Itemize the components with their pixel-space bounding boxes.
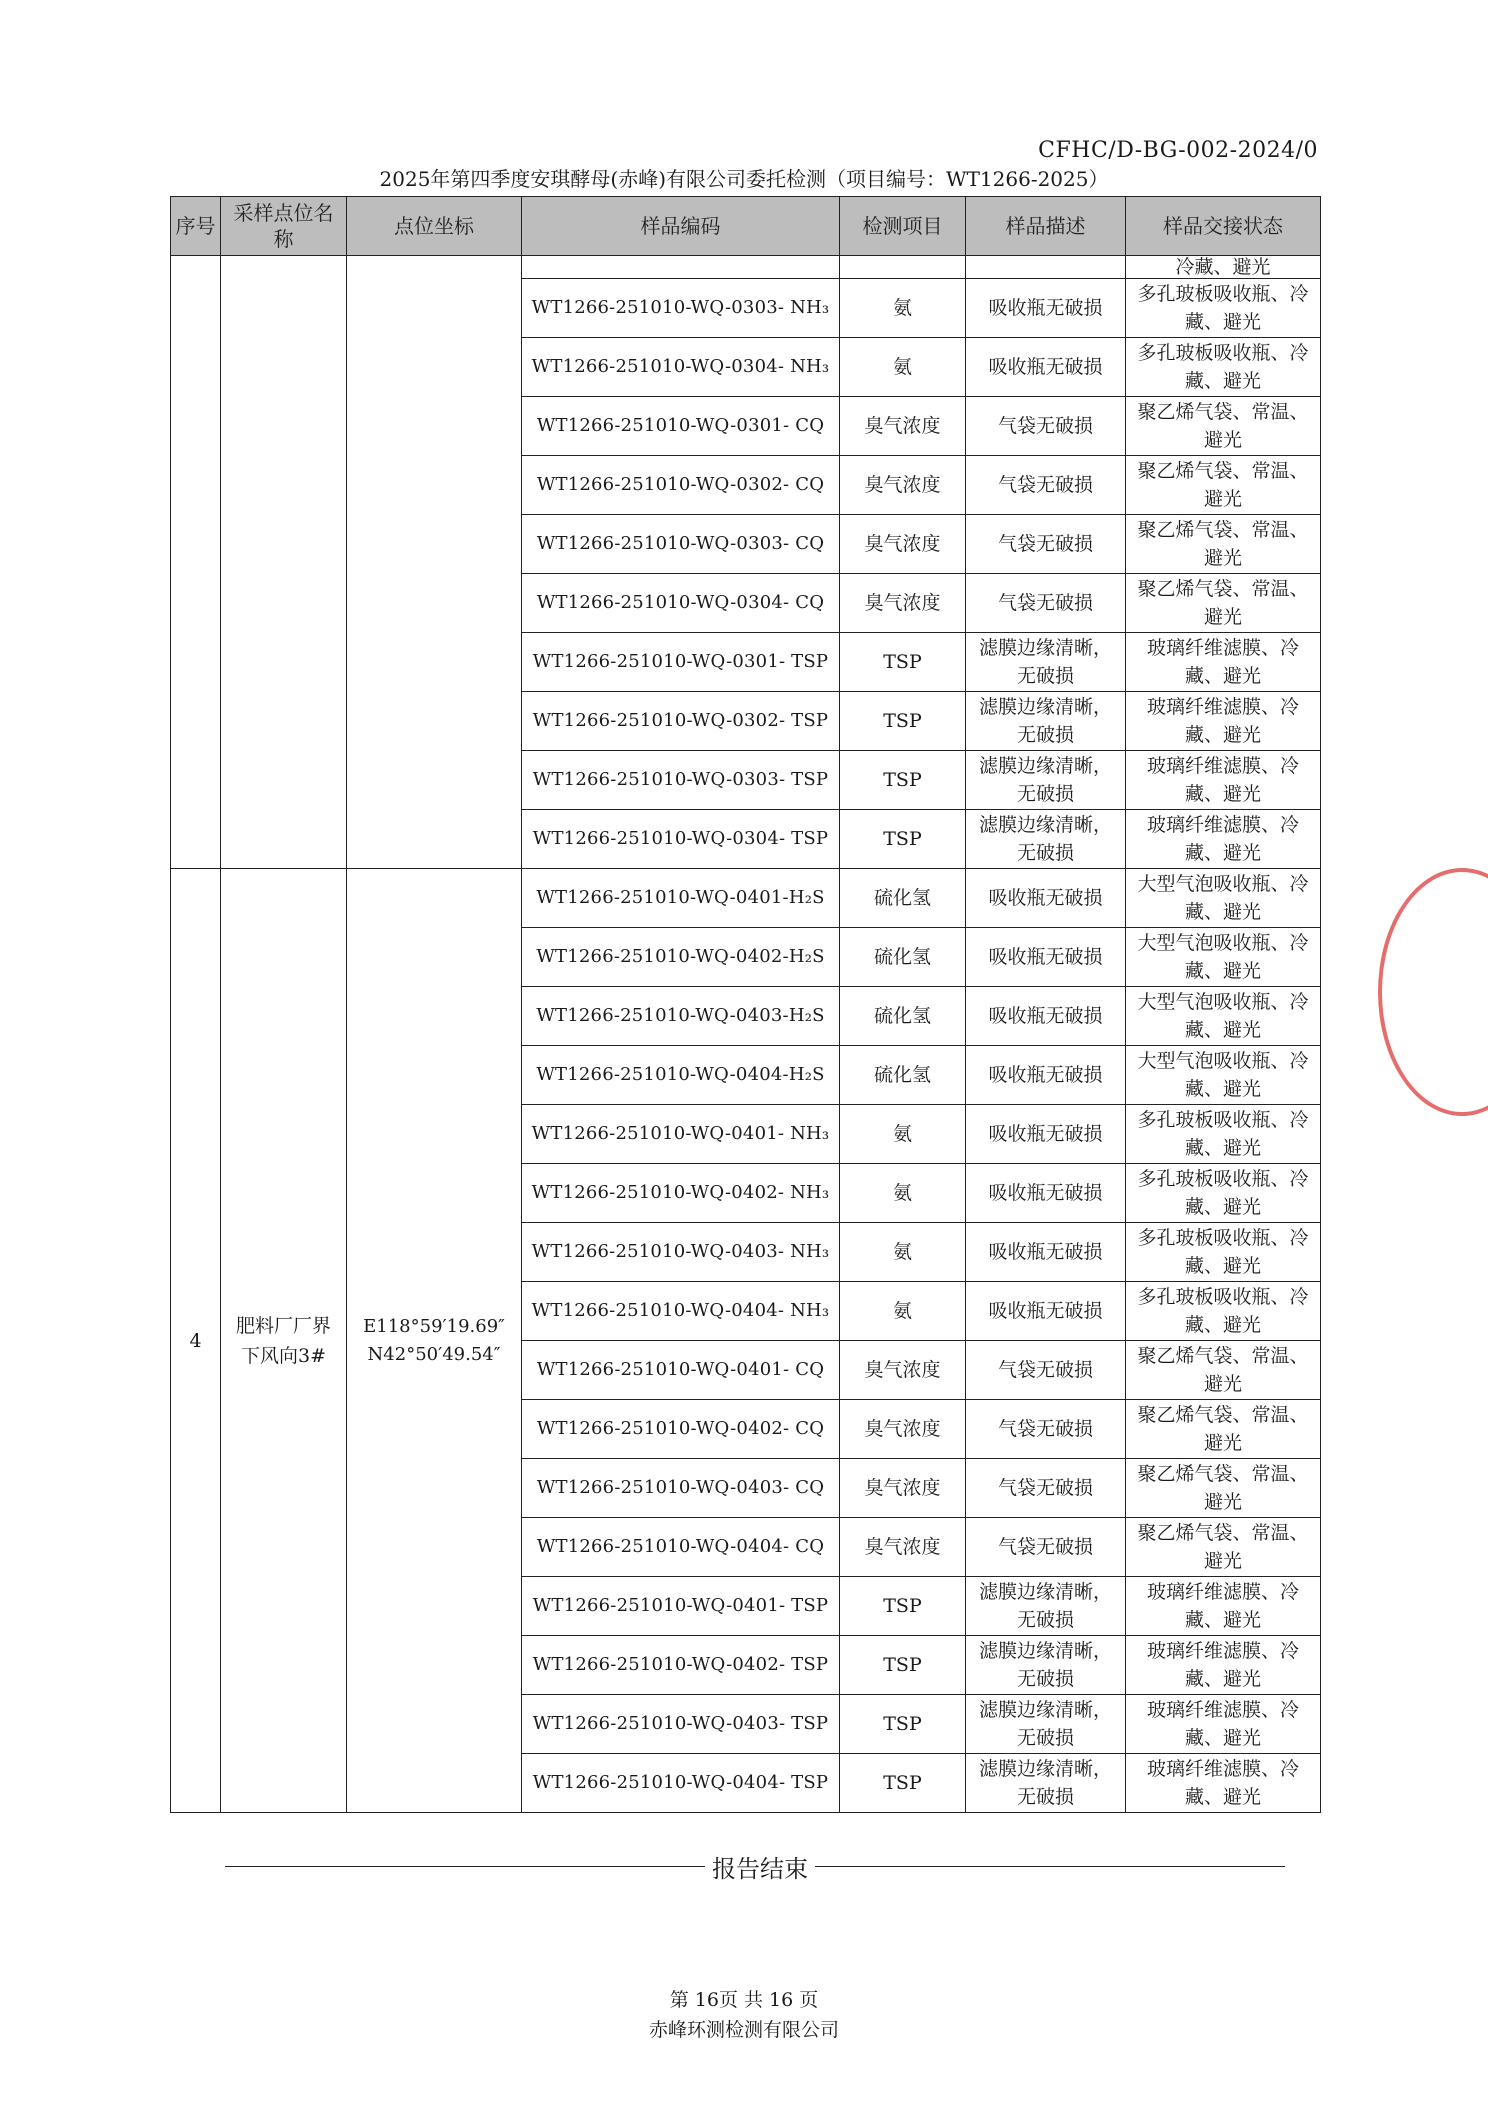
test-item-cell: TSP xyxy=(840,810,966,869)
place-cell xyxy=(221,256,347,869)
sample-code-cell: WT1266-251010-WQ-0404-H₂S xyxy=(522,1046,840,1105)
storage-cell: 多孔玻板吸收瓶、冷藏、避光 xyxy=(1126,338,1321,397)
storage-cell: 聚乙烯气袋、常温、避光 xyxy=(1126,1459,1321,1518)
company-seal xyxy=(1378,868,1488,1116)
test-item-cell: TSP xyxy=(840,1577,966,1636)
storage-cell: 玻璃纤维滤膜、冷藏、避光 xyxy=(1126,633,1321,692)
col-header-coord: 点位坐标 xyxy=(347,197,522,256)
sample-code-cell: WT1266-251010-WQ-0304- TSP xyxy=(522,810,840,869)
table-row xyxy=(171,869,1321,928)
sample-code-cell: WT1266-251010-WQ-0404- CQ xyxy=(522,1518,840,1577)
sample-desc-cell: 气袋无破损 xyxy=(966,574,1126,633)
test-item-cell: 硫化氢 xyxy=(840,987,966,1046)
storage-cell: 大型气泡吸收瓶、冷藏、避光 xyxy=(1126,928,1321,987)
sample-desc-cell: 吸收瓶无破损 xyxy=(966,279,1126,338)
storage-cell: 玻璃纤维滤膜、冷藏、避光 xyxy=(1126,1577,1321,1636)
sample-code-cell: WT1266-251010-WQ-0402- NH₃ xyxy=(522,1164,840,1223)
test-item-cell: 臭气浓度 xyxy=(840,1459,966,1518)
sample-desc-cell: 滤膜边缘清晰，无破损 xyxy=(966,810,1126,869)
sample-desc-cell: 吸收瓶无破损 xyxy=(966,869,1126,928)
place-cell: 肥料厂厂界下风向3# xyxy=(221,869,347,1813)
storage-cell: 大型气泡吸收瓶、冷藏、避光 xyxy=(1126,987,1321,1046)
end-rule-right xyxy=(815,1866,1285,1867)
sample-code-cell: WT1266-251010-WQ-0301- TSP xyxy=(522,633,840,692)
test-item-cell: 臭气浓度 xyxy=(840,1518,966,1577)
storage-cell: 聚乙烯气袋、常温、避光 xyxy=(1126,1341,1321,1400)
sample-desc-cell: 滤膜边缘清晰，无破损 xyxy=(966,751,1126,810)
sample-desc-cell: 气袋无破损 xyxy=(966,1518,1126,1577)
sample-code-cell: WT1266-251010-WQ-0402-H₂S xyxy=(522,928,840,987)
sample-desc-cell: 气袋无破损 xyxy=(966,456,1126,515)
test-item-cell: 臭气浓度 xyxy=(840,574,966,633)
storage-cell: 聚乙烯气袋、常温、避光 xyxy=(1126,574,1321,633)
test-item-cell: 氨 xyxy=(840,279,966,338)
report-end-label: 报告结束 xyxy=(712,1855,808,1883)
storage-cell: 玻璃纤维滤膜、冷藏、避光 xyxy=(1126,692,1321,751)
storage-cell: 玻璃纤维滤膜、冷藏、避光 xyxy=(1126,810,1321,869)
sample-code-cell: WT1266-251010-WQ-0304- CQ xyxy=(522,574,840,633)
storage-cell: 聚乙烯气袋、常温、避光 xyxy=(1126,1518,1321,1577)
storage-cell: 玻璃纤维滤膜、冷藏、避光 xyxy=(1126,1754,1321,1813)
sample-desc-cell: 滤膜边缘清晰，无破损 xyxy=(966,1754,1126,1813)
test-item-cell: 氨 xyxy=(840,338,966,397)
storage-cell: 玻璃纤维滤膜、冷藏、避光 xyxy=(1126,751,1321,810)
col-header-item: 检测项目 xyxy=(840,197,966,256)
test-item-cell: 硫化氢 xyxy=(840,869,966,928)
storage-cell: 多孔玻板吸收瓶、冷藏、避光 xyxy=(1126,1282,1321,1341)
table-body xyxy=(171,256,1321,1813)
sample-code-cell: WT1266-251010-WQ-0302- TSP xyxy=(522,692,840,751)
desc-cell xyxy=(966,256,1126,279)
seq-cell: 4 xyxy=(171,869,221,1813)
sample-code-cell: WT1266-251010-WQ-0401- TSP xyxy=(522,1577,840,1636)
col-header-code: 样品编码 xyxy=(522,197,840,256)
sample-desc-cell: 吸收瓶无破损 xyxy=(966,928,1126,987)
test-item-cell: TSP xyxy=(840,1695,966,1754)
storage-cell: 聚乙烯气袋、常温、避光 xyxy=(1126,515,1321,574)
storage-cell: 多孔玻板吸收瓶、冷藏、避光 xyxy=(1126,279,1321,338)
company-name: 赤峰环测检测有限公司 xyxy=(648,2019,839,2041)
sample-desc-cell: 滤膜边缘清晰，无破损 xyxy=(966,1577,1126,1636)
document-title: 2025年第四季度安琪酵母(赤峰)有限公司委托检测（项目编号：WT1266-2025） xyxy=(379,167,1109,191)
sample-code-cell: WT1266-251010-WQ-0401- NH₃ xyxy=(522,1105,840,1164)
storage-cell: 多孔玻板吸收瓶、冷藏、避光 xyxy=(1126,1105,1321,1164)
sample-desc-cell: 气袋无破损 xyxy=(966,397,1126,456)
page-footer xyxy=(0,1985,1488,2045)
sample-desc-cell: 气袋无破损 xyxy=(966,1341,1126,1400)
test-item-cell: TSP xyxy=(840,692,966,751)
sample-code-cell: WT1266-251010-WQ-0403- TSP xyxy=(522,1695,840,1754)
sample-code-cell: WT1266-251010-WQ-0404- NH₃ xyxy=(522,1282,840,1341)
table-header-row xyxy=(171,197,1321,256)
sample-desc-cell: 气袋无破损 xyxy=(966,515,1126,574)
coord-east: E118°59′19.69″ xyxy=(363,1315,505,1337)
sample-code-cell: WT1266-251010-WQ-0304- NH₃ xyxy=(522,338,840,397)
sample-code-cell: WT1266-251010-WQ-0402- CQ xyxy=(522,1400,840,1459)
code-cell xyxy=(522,256,840,279)
sample-desc-cell: 吸收瓶无破损 xyxy=(966,1282,1126,1341)
col-header-place: 采样点位名称 xyxy=(221,197,347,256)
test-item-cell: 臭气浓度 xyxy=(840,456,966,515)
sample-code-cell: WT1266-251010-WQ-0402- TSP xyxy=(522,1636,840,1695)
storage-cell: 多孔玻板吸收瓶、冷藏、避光 xyxy=(1126,1223,1321,1282)
test-item-cell: 氨 xyxy=(840,1164,966,1223)
page-number: 第 16页 共 16 页 xyxy=(669,1989,819,2011)
test-item-cell: 臭气浓度 xyxy=(840,1400,966,1459)
sample-code-cell: WT1266-251010-WQ-0302- CQ xyxy=(522,456,840,515)
storage-cell: 聚乙烯气袋、常温、避光 xyxy=(1126,397,1321,456)
storage-cell: 多孔玻板吸收瓶、冷藏、避光 xyxy=(1126,1164,1321,1223)
sample-code-cell: WT1266-251010-WQ-0303- NH₃ xyxy=(522,279,840,338)
col-header-seq: 序号 xyxy=(171,197,221,256)
storage-cell: 聚乙烯气袋、常温、避光 xyxy=(1126,456,1321,515)
sample-desc-cell: 滤膜边缘清晰，无破损 xyxy=(966,1695,1126,1754)
test-item-cell: TSP xyxy=(840,633,966,692)
sample-desc-cell: 吸收瓶无破损 xyxy=(966,1046,1126,1105)
col-header-desc: 样品描述 xyxy=(966,197,1126,256)
sample-code-cell: WT1266-251010-WQ-0403- NH₃ xyxy=(522,1223,840,1282)
sample-desc-cell: 滤膜边缘清晰，无破损 xyxy=(966,633,1126,692)
coord-cell xyxy=(347,256,522,869)
sample-desc-cell: 吸收瓶无破损 xyxy=(966,1164,1126,1223)
test-item-cell: 臭气浓度 xyxy=(840,1341,966,1400)
storage-cell: 玻璃纤维滤膜、冷藏、避光 xyxy=(1126,1636,1321,1695)
coord-north: N42°50′49.54″ xyxy=(367,1343,501,1365)
item-cell xyxy=(840,256,966,279)
test-item-cell: TSP xyxy=(840,1754,966,1813)
sample-desc-cell: 滤膜边缘清晰，无破损 xyxy=(966,1636,1126,1695)
test-item-cell: 氨 xyxy=(840,1223,966,1282)
sample-desc-cell: 气袋无破损 xyxy=(966,1459,1126,1518)
test-item-cell: TSP xyxy=(840,751,966,810)
storage-cell: 玻璃纤维滤膜、冷藏、避光 xyxy=(1126,1695,1321,1754)
test-item-cell: 氨 xyxy=(840,1105,966,1164)
test-item-cell: TSP xyxy=(840,1636,966,1695)
sample-desc-cell: 吸收瓶无破损 xyxy=(966,987,1126,1046)
end-rule-left xyxy=(225,1866,705,1867)
sample-desc-cell: 滤膜边缘清晰，无破损 xyxy=(966,692,1126,751)
storage-cell: 大型气泡吸收瓶、冷藏、避光 xyxy=(1126,1046,1321,1105)
test-item-cell: 氨 xyxy=(840,1282,966,1341)
sample-code-cell: WT1266-251010-WQ-0401- CQ xyxy=(522,1341,840,1400)
sample-desc-cell: 吸收瓶无破损 xyxy=(966,338,1126,397)
sample-desc-cell: 吸收瓶无破损 xyxy=(966,1105,1126,1164)
table-row-continued xyxy=(171,256,1321,279)
sample-desc-cell: 气袋无破损 xyxy=(966,1400,1126,1459)
sample-code-cell: WT1266-251010-WQ-0301- CQ xyxy=(522,397,840,456)
sample-code-cell: WT1266-251010-WQ-0303- CQ xyxy=(522,515,840,574)
sample-code-cell: WT1266-251010-WQ-0403- CQ xyxy=(522,1459,840,1518)
col-header-storage: 样品交接状态 xyxy=(1126,197,1321,256)
sample-code-cell: WT1266-251010-WQ-0401-H₂S xyxy=(522,869,840,928)
sample-code-cell: WT1266-251010-WQ-0403-H₂S xyxy=(522,987,840,1046)
coord-cell xyxy=(347,869,522,1813)
sample-table xyxy=(170,196,1321,1813)
test-item-cell: 臭气浓度 xyxy=(840,515,966,574)
sample-code-cell: WT1266-251010-WQ-0303- TSP xyxy=(522,751,840,810)
test-item-cell: 硫化氢 xyxy=(840,1046,966,1105)
storage-cell: 聚乙烯气袋、常温、避光 xyxy=(1126,1400,1321,1459)
test-item-cell: 硫化氢 xyxy=(840,928,966,987)
storage-cell: 冷藏、避光 xyxy=(1126,256,1321,279)
storage-cell: 大型气泡吸收瓶、冷藏、避光 xyxy=(1126,869,1321,928)
test-item-cell: 臭气浓度 xyxy=(840,397,966,456)
sample-desc-cell: 吸收瓶无破损 xyxy=(966,1223,1126,1282)
seq-cell xyxy=(171,256,221,869)
document-code: CFHC/D-BG-002-2024/0 xyxy=(1038,138,1318,163)
sample-code-cell: WT1266-251010-WQ-0404- TSP xyxy=(522,1754,840,1813)
